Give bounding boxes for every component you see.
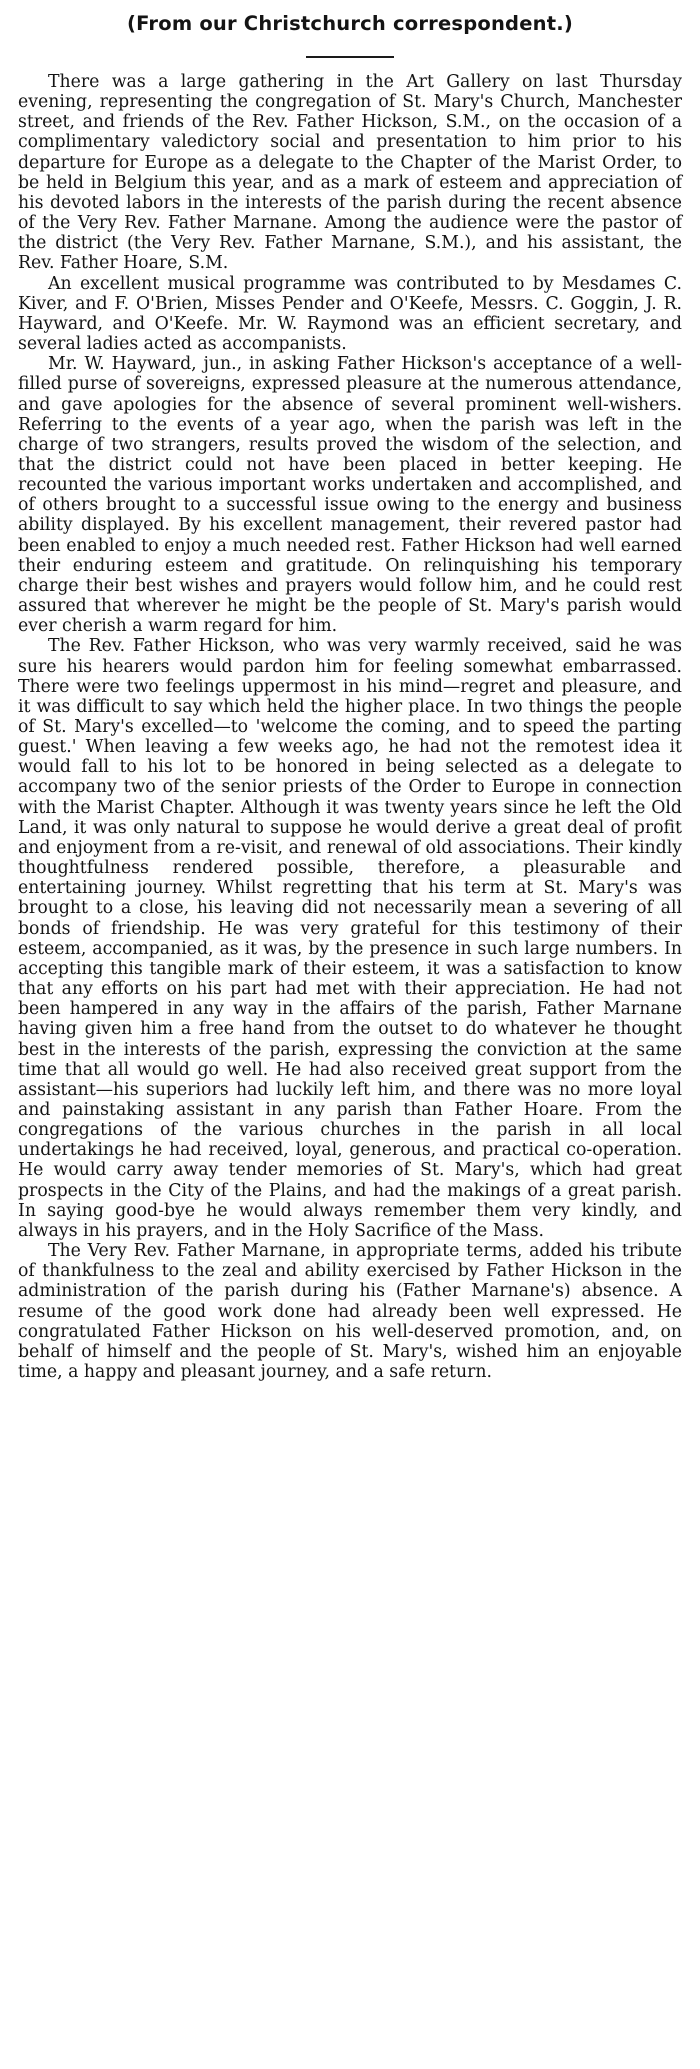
correspondent-heading: (From our Christchurch correspondent.) bbox=[127, 12, 573, 35]
paragraph-hickson-reply: The Rev. Father Hickson, who was very warmly received, said he was sure his hearers would pardon him for feeling somewhat embarrassed. There were two feelings uppermost in his mind—regret and pleasure, and it was difficult to say which held the higher place. In two things the people of St. Mary's excelled—to 'welcome the coming, and to speed the parting guest.' When leaving a few weeks ago, he had not the remotest idea it would fall to his lot to be honored in being selected as a delegate to accompany two of the senior priests of the Order to Europe in connection with the Marist Chapter. Although it was twenty years since he left the Old Land, it was only natural to suppose he would derive a great deal of profit and enjoyment from a re-visit, and renewal of old associations. Their kindly thoughtfulness rendered possible, therefore, a pleasurable and entertaining journey. Whilst regretting that his term at St. Mary's was brought to a close, his leaving did not necessarily mean a severing of all bonds of friendship. He was very grateful for this testimony of their esteem, accompanied, as it was, by the presence in such large numbers. In accepting this tangible mark of their esteem, it was a satisfaction to know that any efforts on his part had met with their appreciation. He had not been hampered in any way in the affairs of the parish, Father Marnane having given him a free hand from the outset to do whatever he thought best in the interests of the parish, expressing the conviction at the same time that all would go well. He had also received great support from the assistant—his superiors had luckily left him, and there was no more loyal and painstaking assistant in any parish than Father Hoare. From the congregations of the various churches in the parish in all local undertakings he had received, loyal, generous, and practical co-operation. He would carry away tender memories of St. Mary's, which had great prospects in the City of the Plains, and had the makings of a great parish. In saying good-bye he would always remember them very kindly, and always in his prayers, and in the Holy Sacrifice of the Mass. bbox=[18, 636, 682, 1241]
paragraph-hayward-address: Mr. W. Hayward, jun., in asking Father Hickson's acceptance of a well-filled purse of sovereigns, expressed pleasure at the numerous attendance, and gave apologies for the absence of several prominent well-wishers. Referring to the events of a year ago, when the parish was left in the charge of two strangers, results proved the wisdom of the selection, and that the district could not have been placed in better keeping. He recounted the various important works undertaken and accomplished, and of others brought to a successful issue owing to the energy and business ability displayed. By his excellent management, their revered pastor had been enabled to enjoy a much needed rest. Father Hickson had well earned their enduring esteem and gratitude. On relinquishing his temporary charge their best wishes and prayers would follow him, and he could rest assured that wherever he might be the people of St. Mary's parish would ever cherish a warm regard for him. bbox=[18, 354, 682, 637]
paragraph-gathering: There was a large gathering in the Art Gallery on last Thursday evening, representing the congregation of St. Mary's Church, Manchester street, and friends of the Rev. Father Hickson, S.M., on the occasion of a complimentary valedictory social and presentation to him prior to his departure for Europe as a delegate to the Chapter of the Marist Order, to be held in Belgium this year, and as a mark of esteem and appreciation of his devoted labors in the interests of the parish during the recent absence of the Very Rev. Father Marnane. Among the audience were the pastor of the district (the Very Rev. Father Marnane, S.M.), and his assistant, the Rev. Father Hoare, S.M. bbox=[18, 72, 682, 274]
article-column bbox=[18, 0, 682, 1382]
paragraph-marnane-tribute: The Very Rev. Father Marnane, in appropriate terms, added his tribute of thankfulness to the zeal and ability exercised by Father Hickson in the administration of the parish during his (Father Marnane's) absence. A resume of the good work done had already been well expressed. He congratulated Father Hickson on his well-deserved promotion, and, on behalf of himself and the people of St. Mary's, wished him an enjoyable time, a happy and pleasant journey, and a safe return. bbox=[18, 1241, 682, 1382]
paragraph-programme: An excellent musical programme was contributed to by Mesdames C. Kiver, and F. O'Brien, Misses Pender and O'Keefe, Messrs. C. Goggin, J. R. Hayward, and O'Keefe. Mr. W. Raymond was an efficient secretary, and several ladies acted as accompanists. bbox=[18, 273, 682, 355]
heading-rule bbox=[306, 56, 394, 58]
